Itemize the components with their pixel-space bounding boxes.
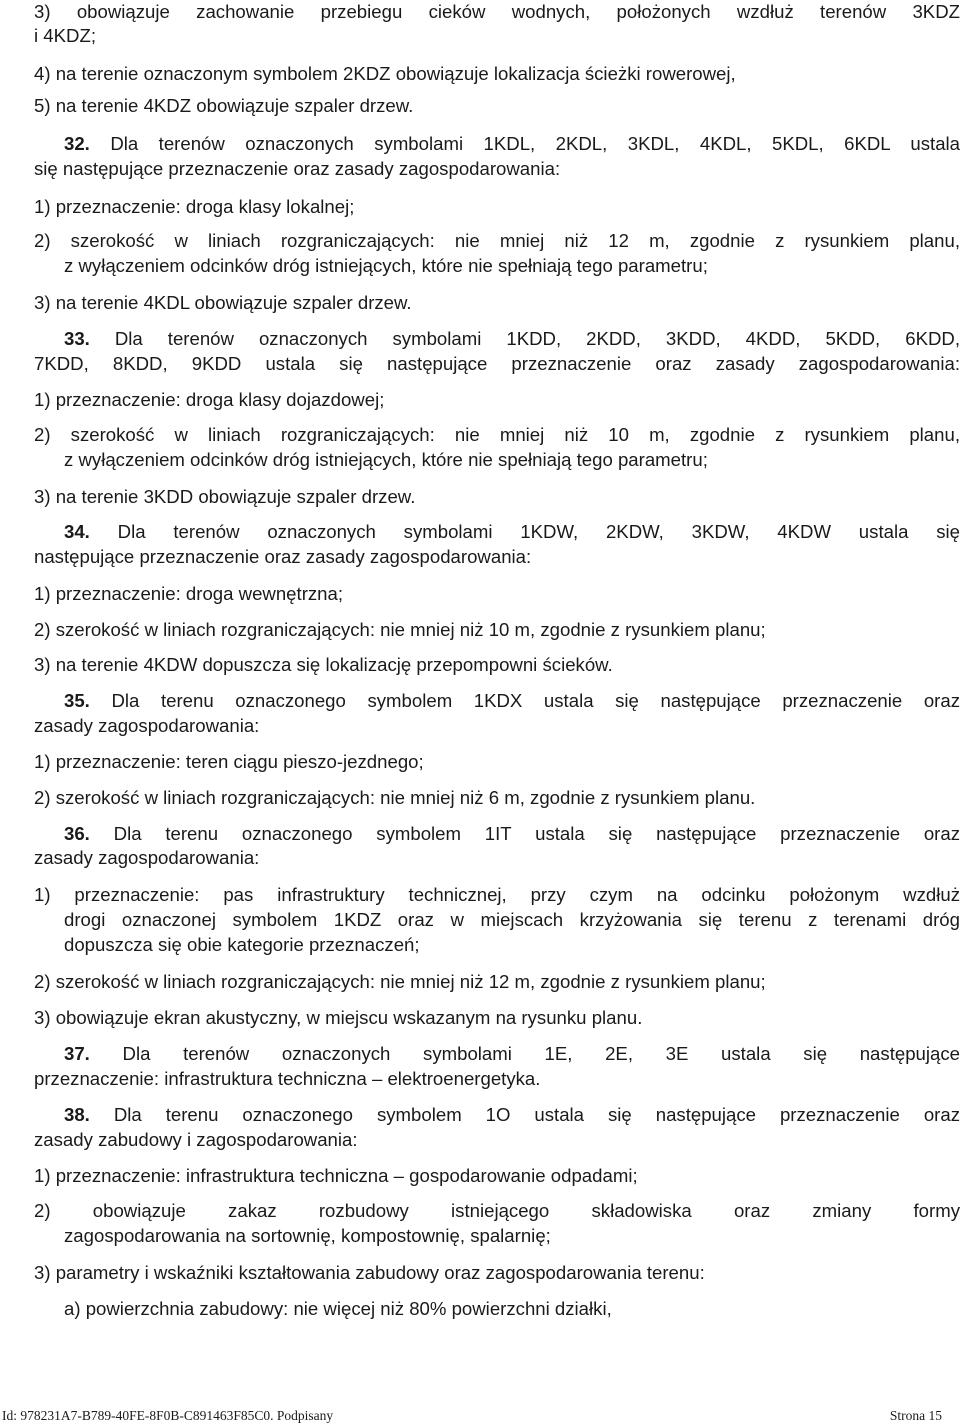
section-number: 32. — [64, 133, 90, 154]
text-line: 1) przeznaczenie: droga klasy dojazdowej; — [34, 389, 385, 410]
text-line: 7KDD, 8KDD, 9KDD ustala się następujące przeznaczenie oraz zasady zagospodarowania: — [34, 353, 960, 374]
text-line: przeznaczenie: infrastruktura techniczna – elektroenergetyka. — [34, 1068, 541, 1089]
text-line: następujące przeznaczenie oraz zasady zagospodarowania: — [34, 546, 532, 567]
text-line: dopuszcza się obie kategorie przeznaczeń; — [64, 934, 420, 955]
text-line: 3) na terenie 4KDL obowiązuje szpaler drzew. — [34, 292, 412, 313]
text-line: 2) obowiązuje zakaz rozbudowy istniejącego składowiska oraz zmiany formy — [34, 1200, 960, 1221]
section-number: 38. — [64, 1104, 90, 1125]
paragraph-32-first-line: 32. Dla terenów oznaczonych symbolami 1KDL, 2KDL, 3KDL, 4KDL, 5KDL, 6KDL ustala — [64, 133, 960, 154]
text-line: 3) parametry i wskaźniki kształtowania zabudowy oraz zagospodarowania terenu: — [34, 1262, 705, 1283]
text-line: 2) szerokość w liniach rozgraniczających: nie mniej niż 10 m, zgodnie z rysunkiem planu, — [34, 424, 960, 445]
text-line: 1) przeznaczenie: droga klasy lokalnej; — [34, 196, 355, 217]
paragraph-34-first-line: 34. Dla terenów oznaczonych symbolami 1KDW, 2KDW, 3KDW, 4KDW ustala się — [64, 521, 960, 542]
text-line: drogi oznaczonej symbolem 1KDZ oraz w miejscach krzyżowania się terenu z terenami dróg — [64, 909, 960, 930]
section-number: 33. — [64, 328, 90, 349]
text-line: 1) przeznaczenie: pas infrastruktury technicznej, przy czym na odcinku położonym wzdłuż — [34, 884, 960, 905]
text-line: 2) szerokość w liniach rozgraniczających: nie mniej niż 10 m, zgodnie z rysunkiem planu; — [34, 619, 766, 640]
text-line: z wyłączeniem odcinków dróg istniejących, które nie spełniają tego parametru; — [64, 255, 708, 276]
text-line: 2) szerokość w liniach rozgraniczających: nie mniej niż 12 m, zgodnie z rysunkiem planu; — [34, 971, 766, 992]
document-id-signature: Id: 978231A7-B789-40FE-8F0B-C891463F85C0. Podpisany — [2, 1408, 334, 1423]
text-line: 2) szerokość w liniach rozgraniczających: nie mniej niż 6 m, zgodnie z rysunkiem planu. — [34, 787, 756, 808]
text-line: 3) na terenie 3KDD obowiązuje szpaler drzew. — [34, 486, 416, 507]
text-line: 2) szerokość w liniach rozgraniczających: nie mniej niż 12 m, zgodnie z rysunkiem planu, — [34, 230, 960, 251]
text-line: a) powierzchnia zabudowy: nie więcej niż 80% powierzchni działki, — [64, 1298, 612, 1319]
text-line: zagospodarowania na sortownię, kompostownię, spalarnię; — [64, 1225, 551, 1246]
paragraph-36-first-line: 36. Dla terenu oznaczonego symbolem 1IT ustala się następujące przeznaczenie oraz — [64, 823, 960, 844]
paragraph-38-first-line: 38. Dla terenu oznaczonego symbolem 1O ustala się następujące przeznaczenie oraz — [64, 1104, 960, 1125]
paragraph-33-first-line: 33. Dla terenów oznaczonych symbolami 1KDD, 2KDD, 3KDD, 4KDD, 5KDD, 6KDD, — [64, 328, 960, 349]
text-line: 1) przeznaczenie: teren ciągu pieszo-jezdnego; — [34, 751, 424, 772]
text-line: 1) przeznaczenie: infrastruktura techniczna – gospodarowanie odpadami; — [34, 1165, 638, 1186]
text-line: 3) na terenie 4KDW dopuszcza się lokalizację przepompowni ścieków. — [34, 654, 613, 675]
section-number: 37. — [64, 1043, 90, 1064]
text-line: zasady zagospodarowania: — [34, 715, 260, 736]
section-number: 34. — [64, 521, 90, 542]
section-number: 35. — [64, 690, 90, 711]
text-line: 1) przeznaczenie: droga wewnętrzna; — [34, 583, 344, 604]
text-line: 3) obowiązuje zachowanie przebiegu cieków wodnych, położonych wzdłuż terenów 3KDZ — [34, 1, 960, 22]
paragraph-37-first-line: 37. Dla terenów oznaczonych symbolami 1E, 2E, 3E ustala się następujące — [64, 1043, 960, 1064]
text-line: się następujące przeznaczenie oraz zasady zagospodarowania: — [34, 158, 561, 179]
page-number: Strona 15 — [889, 1408, 942, 1423]
section-number: 36. — [64, 823, 90, 844]
page-footer — [2, 1407, 942, 1425]
paragraph-35-first-line: 35. Dla terenu oznaczonego symbolem 1KDX ustala się następujące przeznaczenie oraz — [64, 690, 960, 711]
text-line: 3) obowiązuje ekran akustyczny, w miejscu wskazanym na rysunku planu. — [34, 1007, 643, 1028]
text-line: 4) na terenie oznaczonym symbolem 2KDZ obowiązuje lokalizacja ścieżki rowerowej, — [34, 63, 736, 84]
text-line: zasady zabudowy i zagospodarowania: — [34, 1129, 358, 1150]
text-line: zasady zagospodarowania: — [34, 847, 260, 868]
text-line: i 4KDZ; — [34, 25, 96, 46]
text-line: 5) na terenie 4KDZ obowiązuje szpaler drzew. — [34, 95, 414, 116]
text-line: z wyłączeniem odcinków dróg istniejących, które nie spełniają tego parametru; — [64, 449, 708, 470]
